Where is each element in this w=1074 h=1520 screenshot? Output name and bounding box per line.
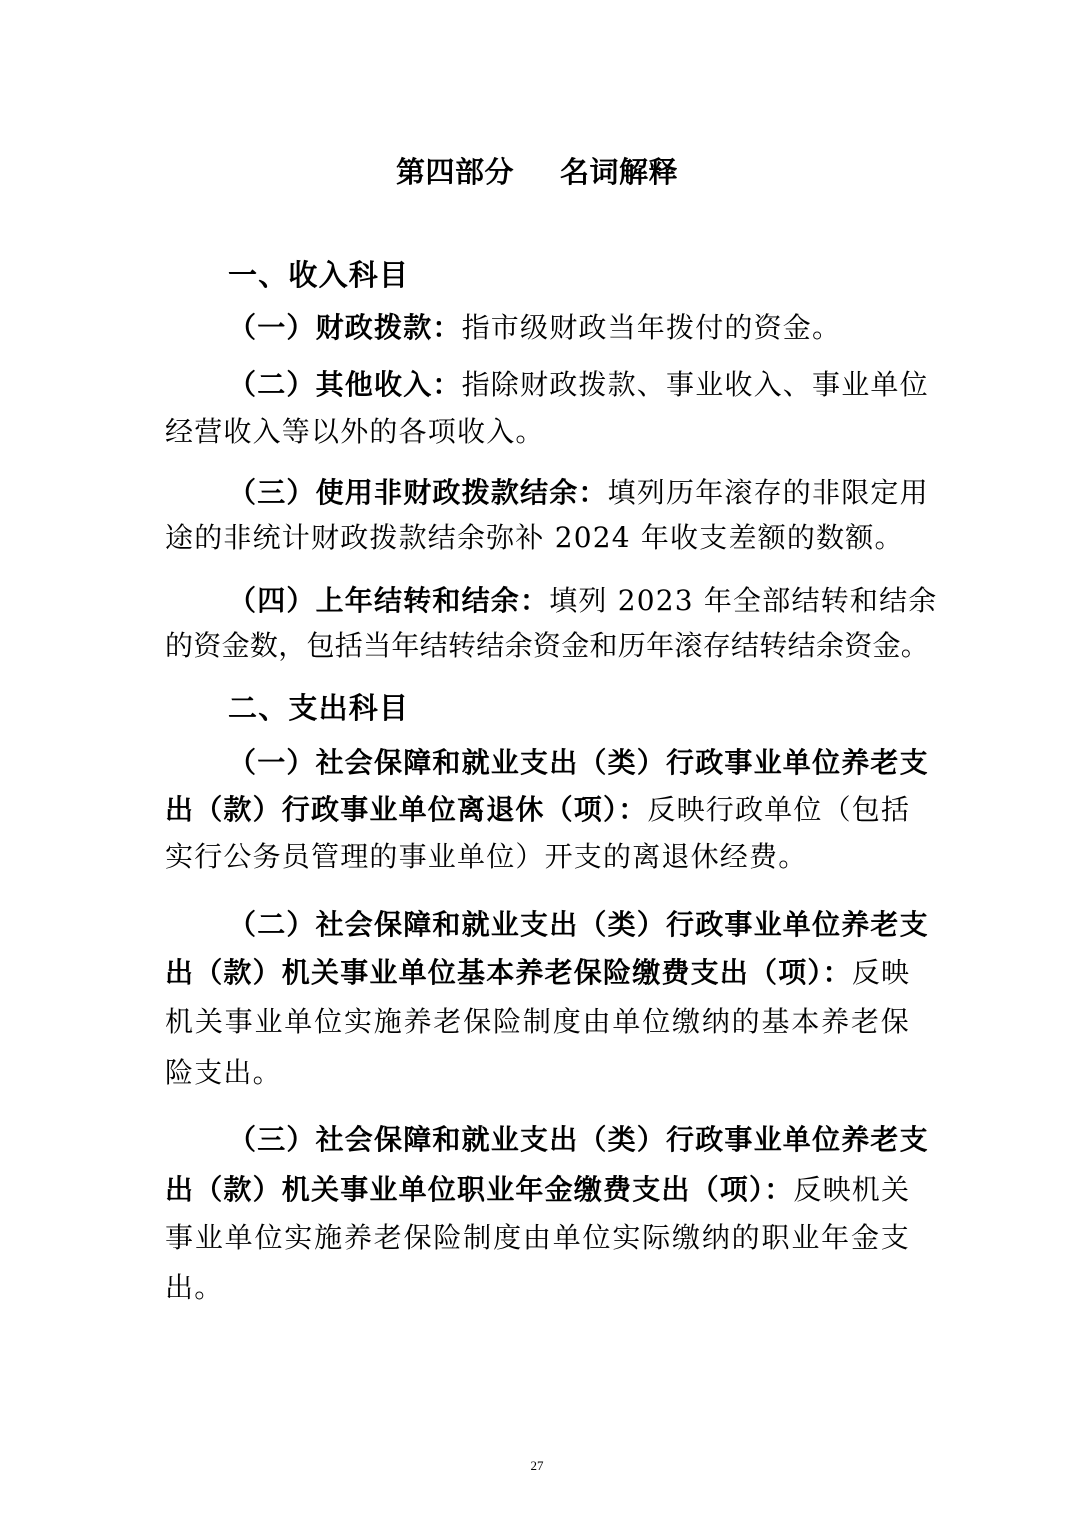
expense-item-1 (165, 792, 910, 828)
expense-item-1-label: （一）社会保障和就业支出（类）行政事业单位养老支 (228, 746, 929, 779)
term: （四）上年结转和结余： (228, 584, 550, 617)
income-item-2 (228, 367, 929, 403)
expense-item-2-label: （二）社会保障和就业支出（类）行政事业单位养老支 (228, 908, 929, 941)
definition: 指市级财政当年拨付的资金。 (461, 311, 842, 344)
income-item-4 (228, 583, 938, 619)
expense-item-2 (165, 955, 910, 991)
income-item-3-line: 途的非统计财政拨款结余弥补 2024 年收支差额的数额。 (165, 521, 904, 554)
definition: 指除财政拨款、事业收入、事业单位 (461, 368, 929, 401)
page-title (0, 150, 1074, 191)
term: 出（款）机关事业单位职业年金缴费支出（项）： (165, 1173, 794, 1206)
term: 出（款）机关事业单位基本养老保险缴费支出（项）： (165, 956, 852, 989)
title-name: 名词解释 (560, 155, 679, 189)
term: 出（款）行政事业单位离退休（项）： (165, 793, 648, 826)
term: （三）使用非财政拨款结余： (228, 476, 608, 509)
income-heading: 一、收入科目 (228, 258, 410, 292)
income-item-2-line: 经营收入等以外的各项收入。 (165, 415, 545, 448)
income-item-4-line: 的资金数，包括当年结转结余资金和历年滚存结转结余资金。 (165, 629, 930, 662)
definition: 填列 2023 年全部结转和结余 (549, 584, 938, 617)
expense-item-2-line: 机关事业单位实施养老保险制度由单位缴纳的基本养老保 (165, 1005, 910, 1038)
term: （一）财政拨款： (228, 311, 462, 344)
title-part: 第四部分 (395, 155, 514, 189)
expense-item-3-label: （三）社会保障和就业支出（类）行政事业单位养老支 (228, 1123, 929, 1156)
expense-item-3 (165, 1172, 910, 1208)
term: （二）其他收入： (228, 368, 462, 401)
expense-heading: 二、支出科目 (228, 691, 410, 725)
income-item-3 (228, 475, 929, 511)
expense-item-3-line: 出。 (165, 1271, 224, 1304)
expense-item-1-line: 实行公务员管理的事业单位）开支的离退休经费。 (165, 840, 808, 873)
expense-item-3-line: 事业单位实施养老保险制度由单位实际缴纳的职业年金支 (165, 1221, 910, 1254)
definition: 反映行政单位（包括 (647, 793, 911, 826)
definition: 填列历年滚存的非限定用 (607, 476, 929, 509)
expense-item-2-line: 险支出。 (165, 1056, 282, 1089)
page-number: 27 (530, 1458, 544, 1473)
definition: 反映 (851, 956, 911, 989)
definition: 反映机关 (793, 1173, 911, 1206)
income-item-1 (228, 310, 910, 346)
